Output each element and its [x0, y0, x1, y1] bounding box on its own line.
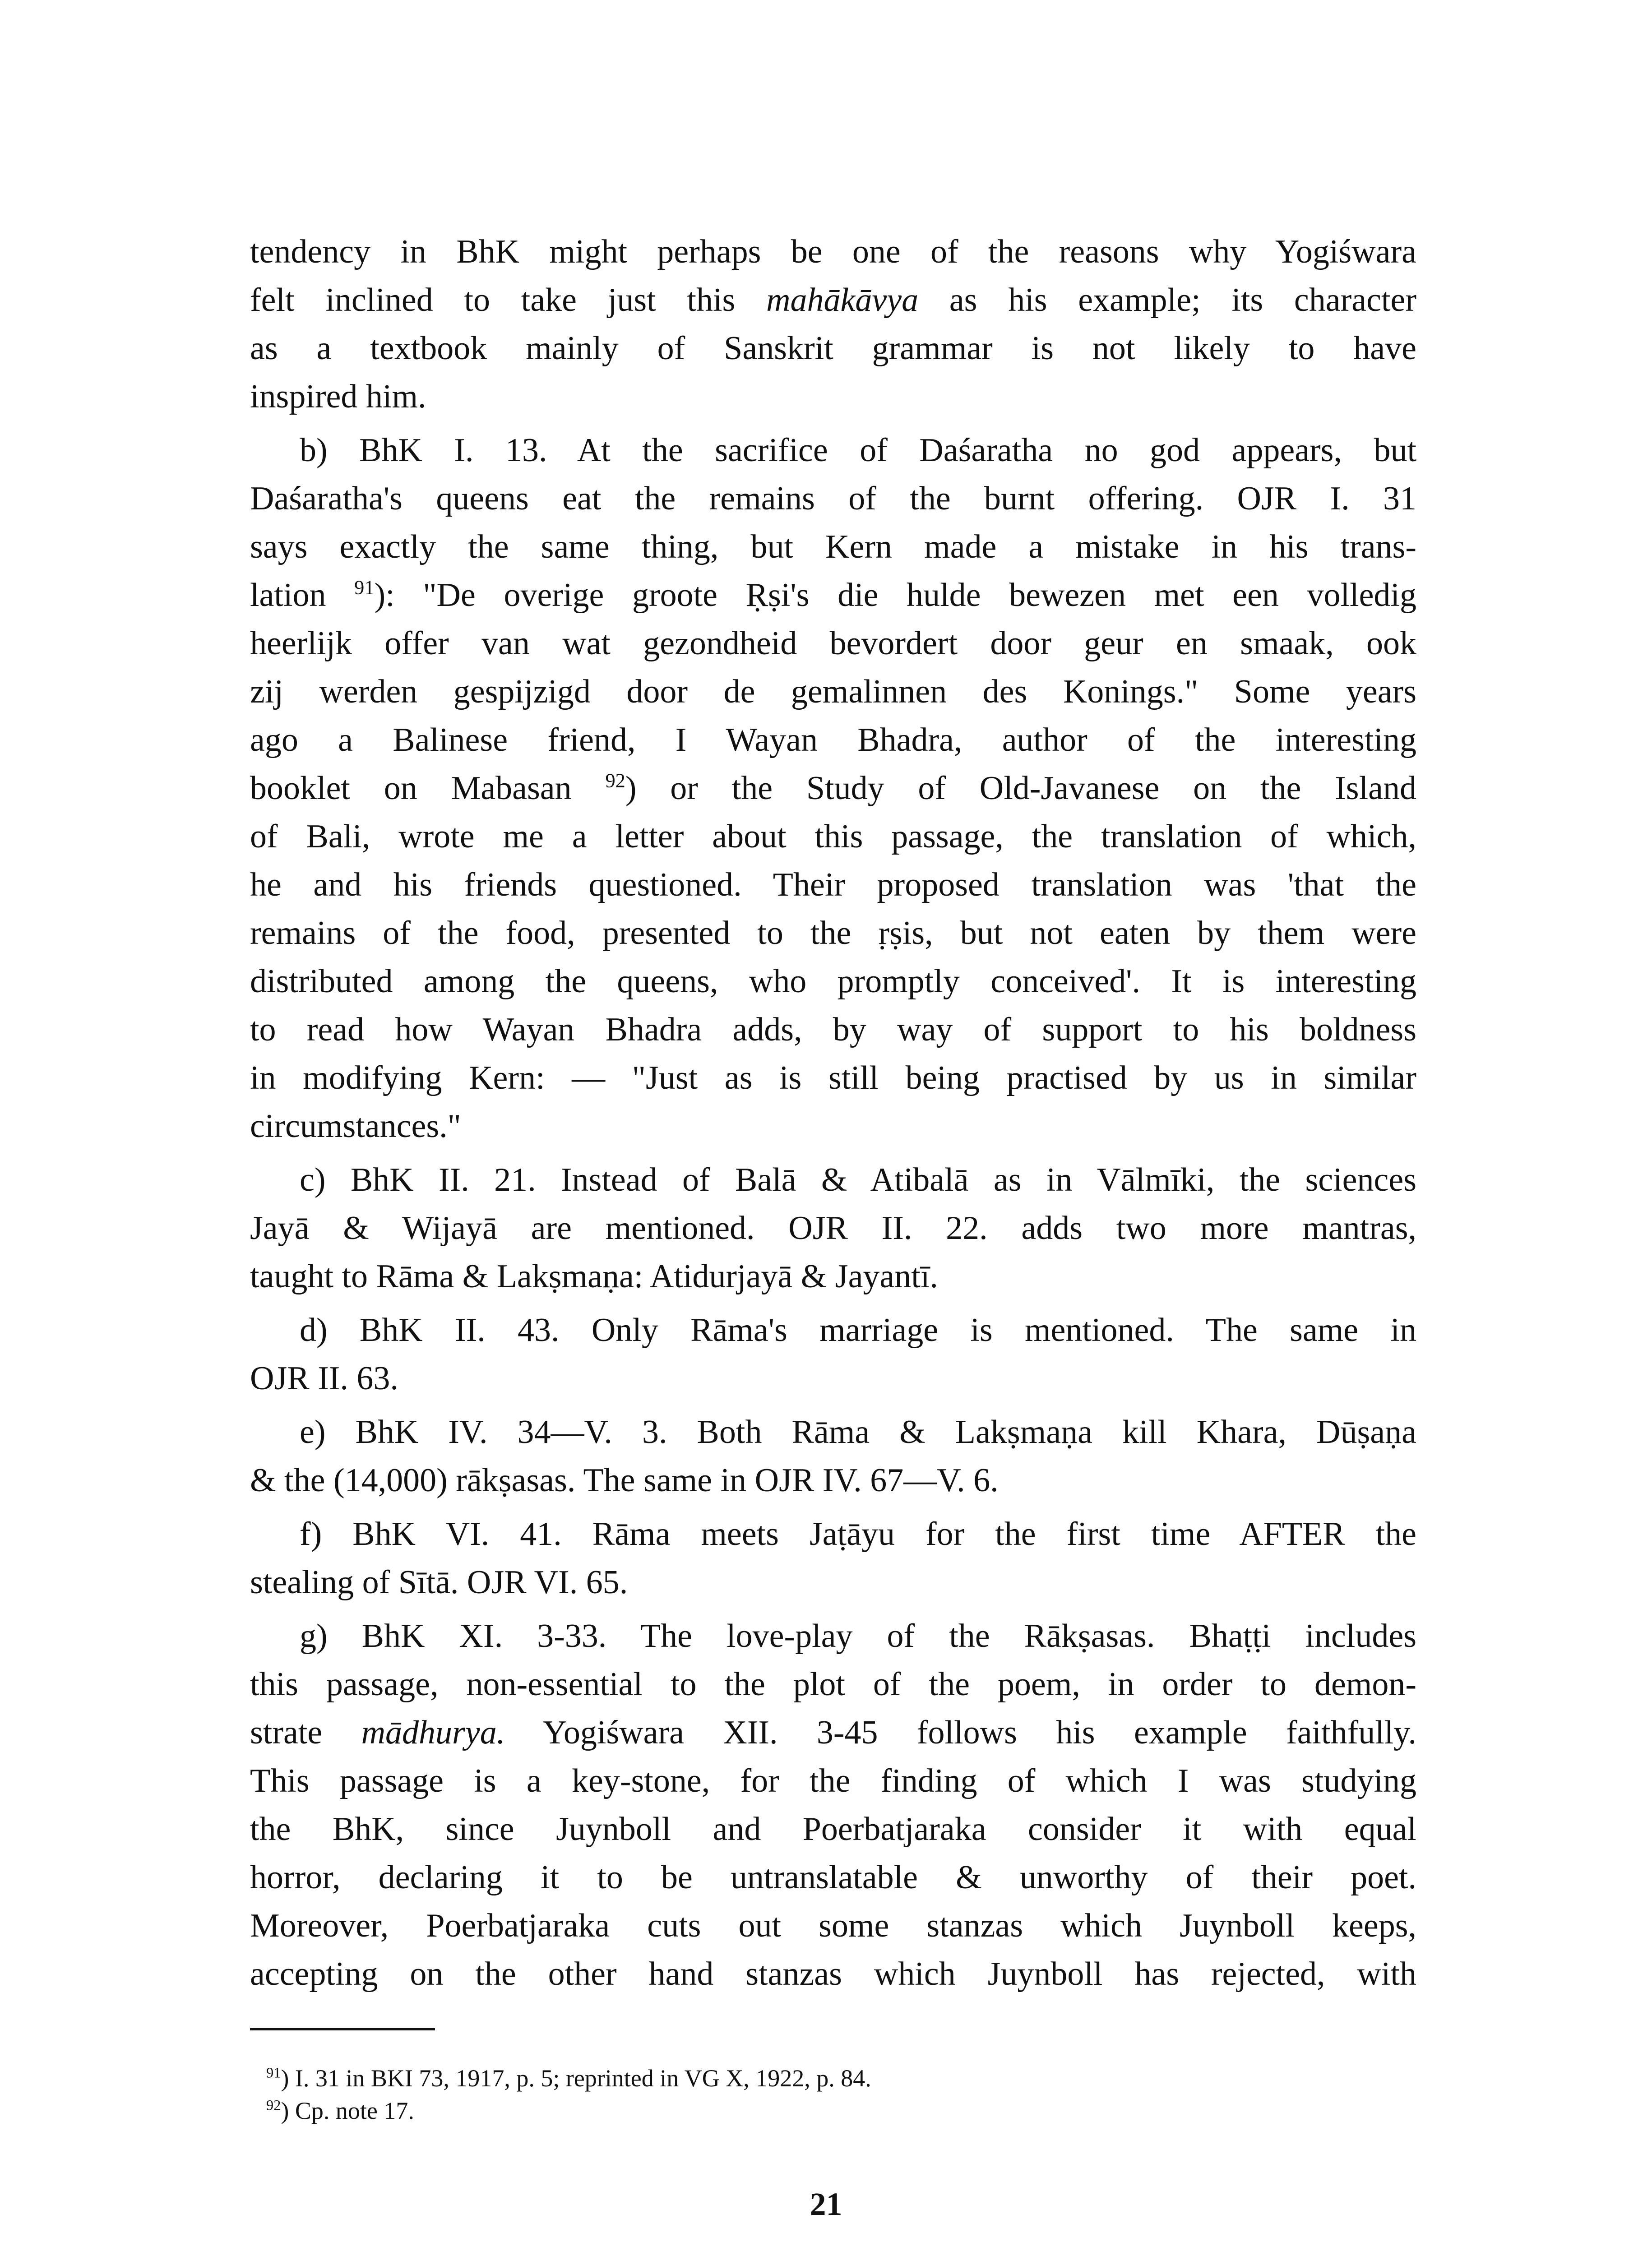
footnote-text: ) Cp. note 17. — [281, 2097, 414, 2124]
text-segment: taught to Rāma & Lakṣmaṇa: Atidurjayā & Jayantī. — [250, 1258, 938, 1295]
text-line — [250, 1558, 1416, 1607]
footnotes — [266, 2062, 871, 2127]
text-segment: e) BhK IV. 34—V. 3. Both Rāma & Lakṣmaṇa kill Khara, Dūṣaṇa — [300, 1414, 1416, 1451]
footnote-divider — [250, 2028, 435, 2030]
text-line — [250, 1156, 1416, 1204]
text-segment: g) BhK XI. 3-33. The love-play of the Rākṣasas. Bhaṭṭi includes — [300, 1618, 1416, 1655]
text-segment: & the (14,000) rākṣasas. The same in OJR IV. 67—V. 6. — [250, 1462, 999, 1499]
paragraph — [250, 426, 1416, 1151]
text-segment: this passage, non-essential to the plot of the poem, in order to demon- — [250, 1666, 1416, 1703]
text-line — [250, 1612, 1416, 1660]
text-segment: the BhK, since Juynboll and Poerbatjaraka consider it with equal — [250, 1811, 1416, 1848]
italic-text: mahākāvya — [766, 282, 919, 319]
text-line — [250, 1456, 1416, 1505]
text-segment: in modifying Kern: — "Just as is still being practised by us in similar — [250, 1059, 1416, 1096]
text-segment: accepting on the other hand stanzas which Juynboll has rejected, with — [250, 1956, 1416, 1992]
text-line — [250, 861, 1416, 909]
text-line — [250, 668, 1416, 716]
page-number: 21 — [810, 2186, 842, 2222]
text-segment: OJR II. 63. — [250, 1360, 398, 1397]
text-line — [250, 1660, 1416, 1709]
text-line — [250, 1510, 1416, 1558]
footnote-number: 92 — [266, 2097, 281, 2114]
text-segment: c) BhK II. 21. Instead of Balā & Atibalā as in Vālmīki, the sciences — [300, 1161, 1416, 1198]
text-segment: as a textbook mainly of Sanskrit grammar is not likely to have — [250, 330, 1416, 367]
body-text — [250, 228, 1416, 1998]
text-segment: inspired him. — [250, 378, 426, 415]
text-segment: circumstances." — [250, 1108, 461, 1145]
text-segment: to read how Wayan Bhadra adds, by way of support to his boldness — [250, 1011, 1416, 1048]
text-line — [250, 276, 1416, 324]
text-segment: he and his friends questioned. Their proposed translation was 'that the — [250, 866, 1416, 903]
text-line — [250, 373, 1416, 421]
text-segment: felt inclined to take just this — [250, 282, 767, 319]
text-line — [250, 426, 1416, 475]
paragraph — [250, 1408, 1416, 1505]
text-segment: f) BhK VI. 41. Rāma meets Jaṭāyu for the first time AFTER the — [300, 1516, 1416, 1553]
text-segment: tendency in BhK might perhaps be one of the reasons why Yogiśwara — [250, 233, 1416, 270]
text-line — [250, 1204, 1416, 1253]
text-segment: d) BhK II. 43. Only Rāma's marriage is mentioned. The same in — [300, 1312, 1416, 1349]
text-segment: Moreover, Poerbatjaraka cuts out some stanzas which Juynboll keeps, — [250, 1907, 1416, 1944]
text-segment: booklet on Mabasan — [250, 770, 606, 807]
text-line — [250, 957, 1416, 1006]
footnote-number: 91 — [266, 2065, 281, 2081]
text-segment: ): "De overige groote Ṛṣi's die hulde bewezen met een volledig — [374, 577, 1416, 614]
text-line — [250, 813, 1416, 861]
paragraph — [250, 228, 1416, 421]
footnote-91 — [266, 2062, 871, 2094]
text-line — [250, 228, 1416, 276]
text-line — [250, 1805, 1416, 1854]
text-line — [250, 909, 1416, 957]
text-segment: b) BhK I. 13. At the sacrifice of Daśaratha no god appears, but — [300, 432, 1416, 469]
italic-text: mādhurya. — [361, 1714, 505, 1751]
paragraph — [250, 1612, 1416, 1998]
text-segment: of Bali, wrote me a letter about this passage, the translation of which, — [250, 818, 1416, 855]
text-segment: zij werden gespijzigd door de gemalinnen des Konings." Some years — [250, 673, 1416, 710]
text-line — [250, 571, 1416, 619]
text-line — [250, 523, 1416, 571]
paragraph — [250, 1156, 1416, 1301]
text-line — [250, 1902, 1416, 1950]
text-line — [250, 1854, 1416, 1902]
text-segment: Daśaratha's queens eat the remains of the burnt offering. OJR I. 31 — [250, 480, 1416, 517]
text-segment: horror, declaring it to be untranslatable & unworthy of their poet. — [250, 1859, 1416, 1896]
text-segment: Jayā & Wijayā are mentioned. OJR II. 22. adds two more mantras, — [250, 1210, 1416, 1247]
text-segment: remains of the food, presented to the ṛṣis, but not eaten by them were — [250, 915, 1416, 952]
text-line — [250, 1408, 1416, 1456]
text-line — [250, 1006, 1416, 1054]
text-segment: stealing of Sītā. OJR VI. 65. — [250, 1564, 628, 1601]
text-segment: as his example; its character — [918, 282, 1416, 319]
text-line — [250, 764, 1416, 813]
footnote-92 — [266, 2094, 871, 2127]
footnote-ref: 91 — [354, 576, 375, 599]
text-segment: lation — [250, 577, 355, 614]
text-segment: Yogiśwara XII. 3-45 follows his example faithfully. — [505, 1714, 1417, 1751]
text-segment: says exactly the same thing, but Kern made a mistake in his trans- — [250, 528, 1416, 565]
text-segment: heerlijk offer van wat gezondheid bevordert door geur en smaak, ook — [250, 625, 1416, 662]
text-line — [250, 324, 1416, 373]
text-line — [250, 716, 1416, 764]
footnote-text: ) I. 31 in BKI 73, 1917, p. 5; reprinted in VG X, 1922, p. 84. — [281, 2065, 871, 2092]
text-segment: ago a Balinese friend, I Wayan Bhadra, author of the interesting — [250, 721, 1416, 758]
text-line — [250, 1102, 1416, 1151]
text-line — [250, 1355, 1416, 1403]
text-segment: This passage is a key-stone, for the finding of which I was studying — [250, 1762, 1416, 1799]
text-segment: distributed among the queens, who promptly conceived'. It is interesting — [250, 963, 1416, 1000]
text-line — [250, 1306, 1416, 1355]
text-line — [250, 1757, 1416, 1805]
text-line — [250, 1950, 1416, 1998]
text-segment: ) or the Study of Old-Javanese on the Island — [625, 770, 1416, 807]
text-line — [250, 1709, 1416, 1757]
text-line — [250, 619, 1416, 668]
text-line — [250, 1054, 1416, 1102]
paragraph — [250, 1306, 1416, 1403]
footnote-ref: 92 — [605, 769, 625, 792]
paragraph — [250, 1510, 1416, 1607]
text-line — [250, 1253, 1416, 1301]
text-segment: strate — [250, 1714, 361, 1751]
text-line — [250, 475, 1416, 523]
